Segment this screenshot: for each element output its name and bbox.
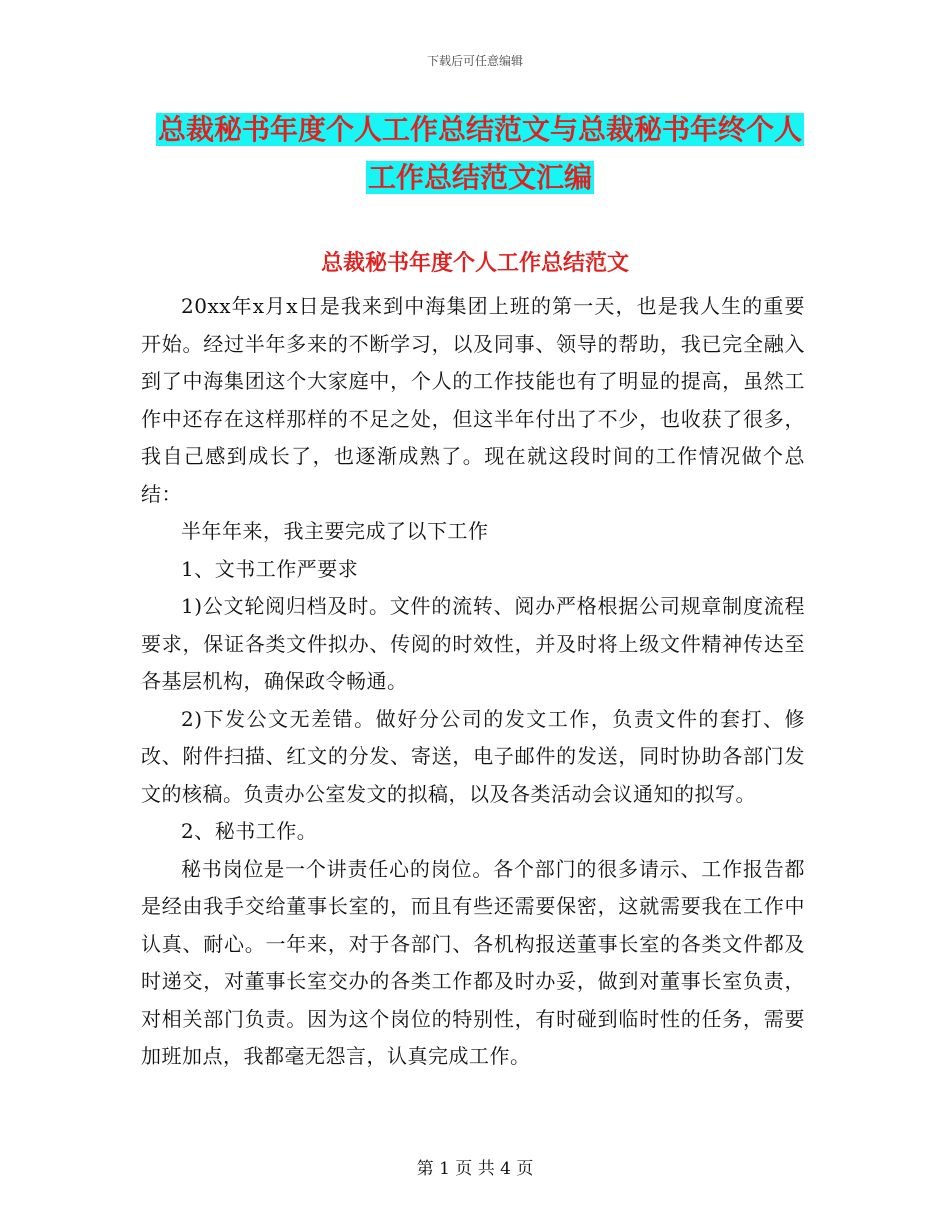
paragraph: 2)下发公文无差错。做好分公司的发文工作，负责文件的套打、修改、附件扫描、红文的分发、寄送，电子邮件的发送，同时协助各部门发文的核稿。负责办公室发文的拟稿，以及各类活动会议通知的拟写。 [141, 706, 805, 806]
paragraph: 秘书岗位是一个讲责任心的岗位。各个部门的很多请示、工作报告都是经由我手交给董事长室的，而且有些还需要保密，这就需要我在工作中认真、耐心。一年来，对于各部门、各机构报送董事长室的各类文件都及时递交，对董事长室交办的各类工作都及时办妥，做到对董事长室负责，对相关部门负责。因为这个岗位的特别性，有时碰到临时性的任务，需要加班加点，我都毫无怨言，认真完成工作。 [141, 856, 805, 1068]
paragraph: 2、秘书工作。 [181, 819, 318, 843]
document-title-line-1: 总裁秘书年度个人工作总结范文与总裁秘书年终个人 [157, 113, 802, 146]
paragraph: 1)公文轮阅归档及时。文件的流转、阅办严格根据公司规章制度流程要求，保证各类文件拟办、传阅的时效性，并及时将上级文件精神传达至各基层机构，确保政令畅通。 [141, 594, 805, 693]
paragraph: 1、文书工作严要求 [181, 556, 359, 581]
document-body [141, 288, 805, 1076]
header-note: 下载后可任意编辑 [426, 54, 523, 68]
section-title: 总裁秘书年度个人工作总结范文 [320, 251, 629, 276]
paragraph: 半年年来，我主要完成了以下工作 [181, 519, 489, 543]
document-title-line-2: 工作总结范文汇编 [367, 161, 592, 194]
paragraph: 20xx年x月x日是我来到中海集团上班的第一天，也是我人生的重要开始。经过半年多来的不断学习，以及同事、领导的帮助，我已完全融入到了中海集团这个大家庭中，个人的工作技能也有了明显的提高，虽然工作中还存在这样那样的不足之处，但这半年付出了不少，也收获了很多，我自己感到成长了，也逐渐成熟了。现在就这段时间的工作情况做个总结： [141, 294, 805, 506]
page-number-footer: 第 1 页 共 4 页 [416, 1159, 534, 1179]
document-title [130, 106, 830, 202]
